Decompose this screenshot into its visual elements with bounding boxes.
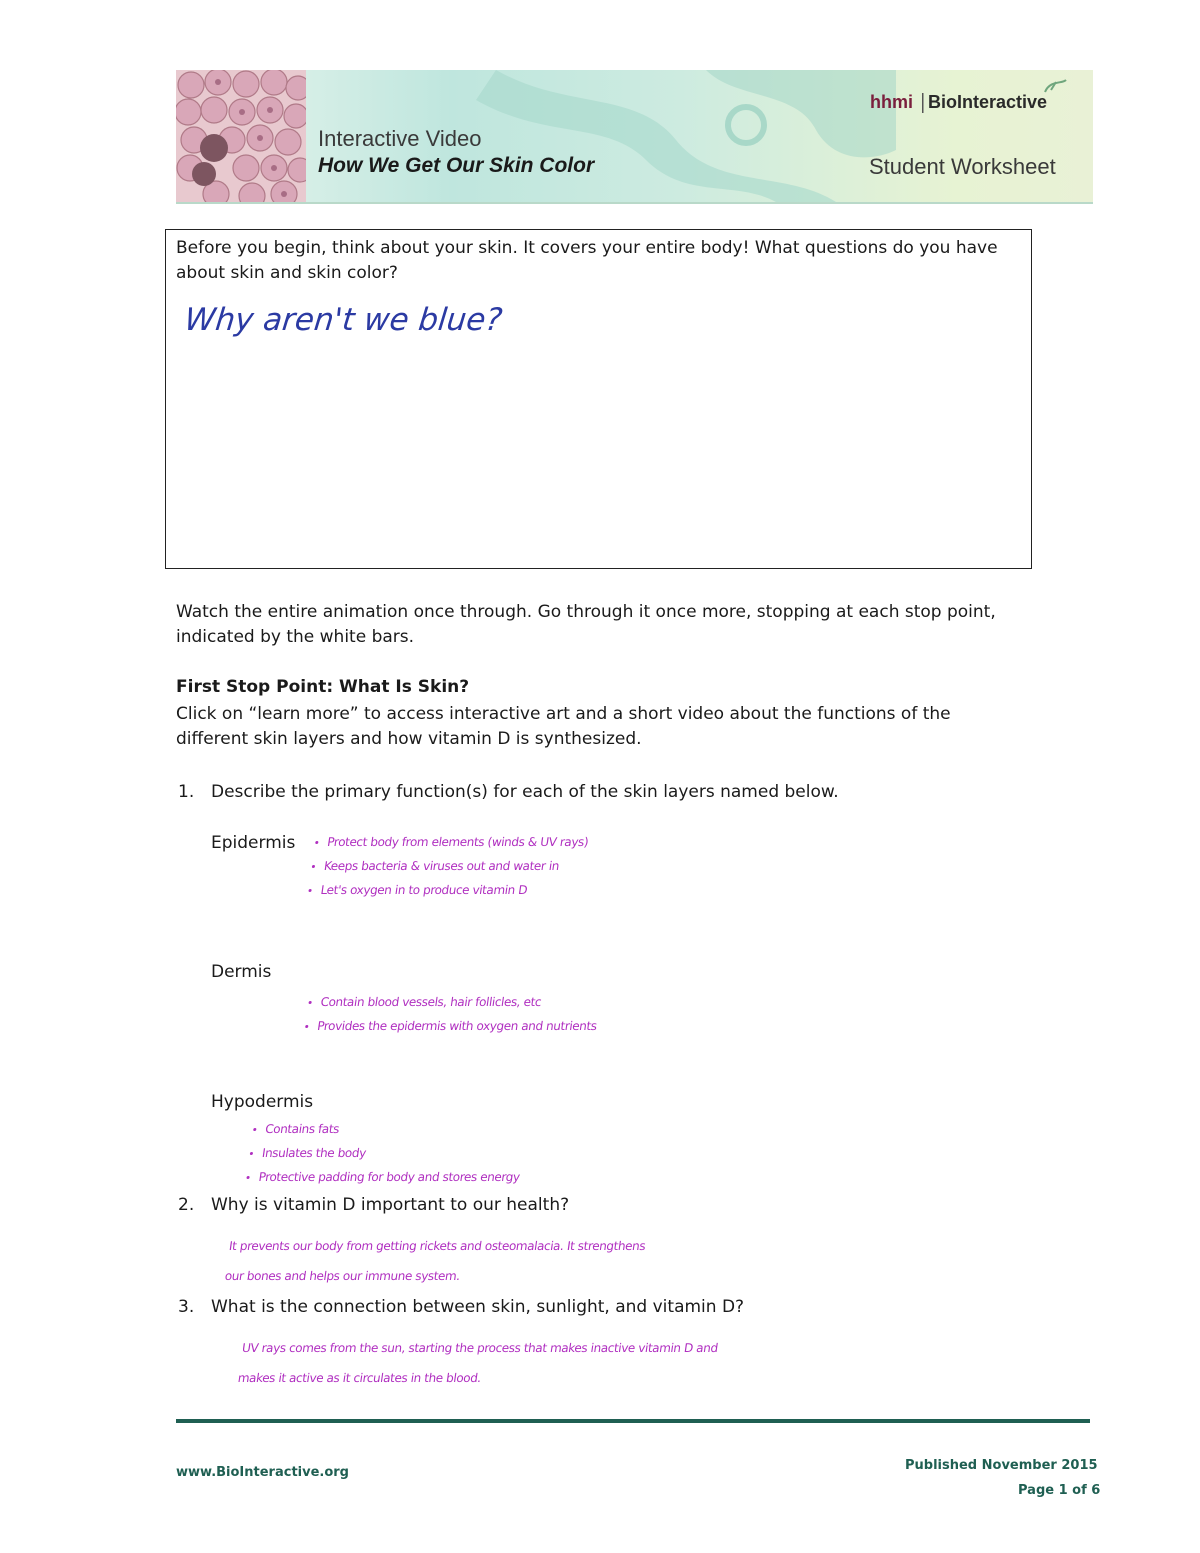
hhmi-biointeractive-logo (870, 78, 1075, 114)
logo-leaf-icon (1045, 80, 1066, 92)
question-1-number: 1. (178, 782, 195, 802)
question-2-answer (223, 1231, 648, 1291)
layer-hypodermis-label: Hypodermis (211, 1092, 314, 1112)
section-intro: Click on “learn more” to access interactive art and a short video about the functions of the different skin layers and how vitamin D is synthesized. (176, 704, 951, 749)
logo-biointeractive-text: BioInteractive (928, 92, 1048, 112)
answer-line: our bones and helps our immune system. (223, 1269, 461, 1283)
skin-cells-illustration (176, 70, 306, 202)
section-heading: First Stop Point: What Is Skin? (176, 677, 470, 697)
list-item: Contains fats (250, 1117, 528, 1141)
footer-divider (176, 1419, 1090, 1423)
answer-line: UV rays comes from the sun, starting the process that makes inactive vitamin D and (241, 1341, 719, 1355)
series-label: Interactive Video (318, 126, 482, 151)
layer-dermis-label: Dermis (211, 962, 272, 982)
layer-epidermis-label: Epidermis (211, 833, 296, 853)
question-2-number: 2. (178, 1195, 195, 1215)
dermis-answers (302, 990, 602, 1038)
question-3-answer (236, 1333, 720, 1393)
banner-decoration (476, 70, 896, 202)
question-1-text: Describe the primary function(s) for each of the skin layers named below. (211, 782, 839, 802)
footer-published-date: Published November 2015 (905, 1458, 1098, 1473)
list-item: Contain blood vessels, hair follicles, etc (305, 990, 602, 1014)
answer-line: makes it active as it circulates in the blood. (236, 1371, 482, 1385)
question-3-number: 3. (178, 1297, 195, 1317)
question-2-text: Why is vitamin D important to our health? (211, 1195, 570, 1215)
logo-hhmi-text: hhmi (870, 92, 913, 112)
hypodermis-answers (243, 1117, 528, 1189)
list-item: Insulates the body (246, 1141, 524, 1165)
document-type: Student Worksheet (869, 154, 1056, 179)
list-item: Let's oxygen in to produce vitamin D (305, 878, 583, 902)
answer-line: It prevents our body from getting rickets and osteomalacia. It strengthens (228, 1239, 647, 1253)
intro-question-box (165, 229, 1032, 569)
footer-website-link[interactable]: www.BioInteractive.org (176, 1465, 349, 1480)
epidermis-answers (305, 830, 590, 902)
intro-prompt: Before you begin, think about your skin. It covers your entire body! What questions do you have about skin and skin color? (176, 238, 998, 283)
question-3-text: What is the connection between skin, sunlight, and vitamin D? (211, 1297, 745, 1317)
footer-page-number: Page 1 of 6 (1018, 1483, 1101, 1498)
list-item: Protective padding for body and stores energy (243, 1165, 521, 1189)
instructions-paragraph: Watch the entire animation once through. Go through it once more, stopping at each stop point, indicated by the white bars. (176, 602, 996, 647)
list-item: Provides the epidermis with oxygen and nutrients (302, 1014, 599, 1038)
intro-handwritten-answer (166, 290, 586, 350)
list-item: Keeps bacteria & viruses out and water in (308, 854, 586, 878)
list-item: Protect body from elements (winds & UV rays) (312, 830, 590, 854)
worksheet-title: How We Get Our Skin Color (318, 154, 595, 177)
intro-answer-text: Why aren't we blue? (182, 302, 504, 338)
